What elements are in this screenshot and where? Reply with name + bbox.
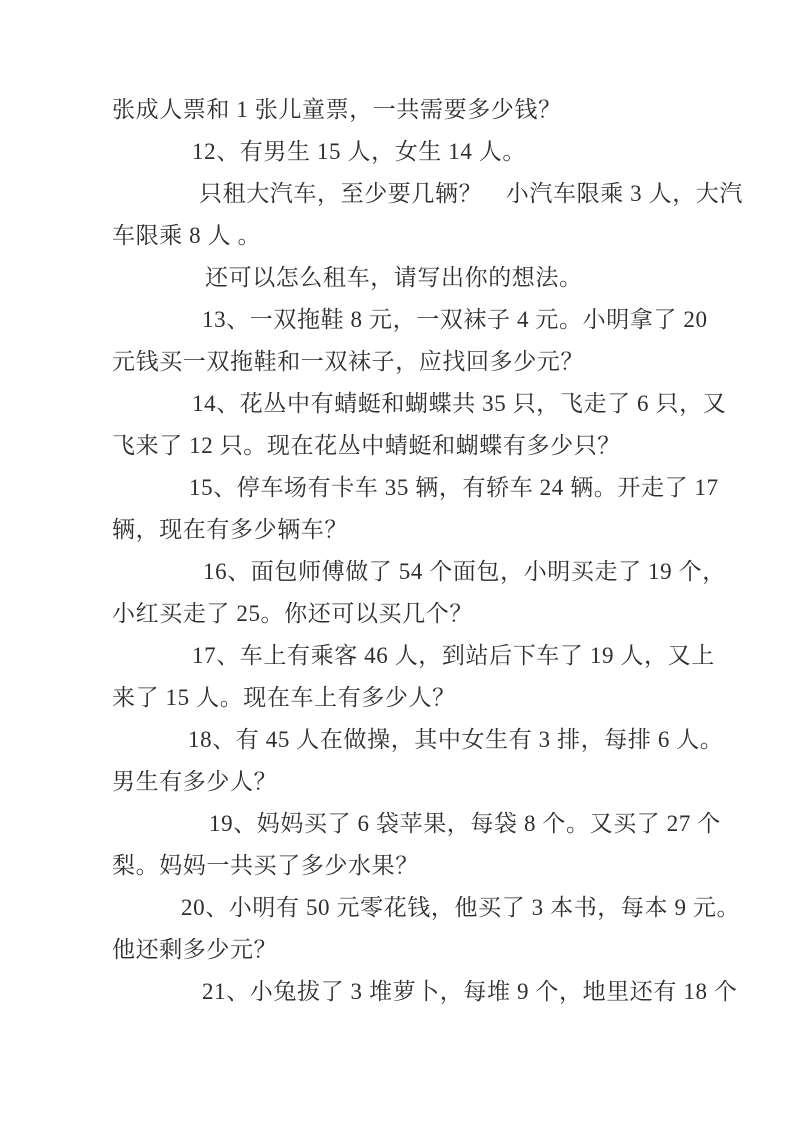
text-line: 16、面包师傅做了 54 个面包，小明买走了 19 个， (203, 559, 726, 584)
text-line: 15、停车场有卡车 35 辆，有轿车 24 辆。开走了 17 (189, 475, 719, 500)
text-line: 21、小兔拔了 3 堆萝卜，每堆 9 个，地里还有 18 个 (202, 979, 738, 1004)
text-line: 14、花丛中有蜻蜓和蝴蝶共 35 只，飞走了 6 只，又 (192, 391, 727, 416)
text-line: 男生有多少人？ (112, 769, 278, 794)
text-line: 车限乘 8 人 。 (112, 223, 262, 248)
text-line: 12、有男生 15 人，女生 14 人。 (192, 139, 526, 164)
text-line: 17、车上有乘客 46 人，到站后下车了 19 人，又上 (192, 643, 715, 668)
text-line: 20、小明有 50 元零花钱，他买了 3 本书，每本 9 元。 (181, 895, 741, 920)
text-line: 18、有 45 人在做操，其中女生有 3 排，每排 6 人。 (188, 727, 724, 752)
text-line: 只租大汽车，至少要几辆？ 小汽车限乘 3 人，大汽 (199, 181, 743, 206)
text-line: 小红买走了 25。你还可以买几个？ (112, 601, 473, 626)
text-line: 辆，现在有多少辆车？ (112, 517, 348, 542)
text-line: 张成人票和 1 张儿童票，一共需要多少钱？ (112, 97, 562, 122)
text-line: 他还剩多少元？ (112, 937, 278, 962)
text-line: 飞来了 12 只。现在花丛中蜻蜓和蝴蝶有多少只？ (112, 433, 621, 458)
text-line: 13、一双拖鞋 8 元，一双袜子 4 元。小明拿了 20 (202, 307, 708, 332)
text-line: 梨。妈妈一共买了多少水果？ (112, 853, 419, 878)
text-line: 元钱买一双拖鞋和一双袜子，应找回多少元？ (112, 349, 584, 374)
text-line: 还可以怎么租车，请写出你的想法。 (205, 265, 583, 290)
text-line: 来了 15 人。现在车上有多少人？ (112, 685, 456, 710)
text-line: 19、妈妈买了 6 袋苹果，每袋 8 个。又买了 27 个 (209, 811, 721, 836)
document-text-block (112, 89, 743, 1013)
